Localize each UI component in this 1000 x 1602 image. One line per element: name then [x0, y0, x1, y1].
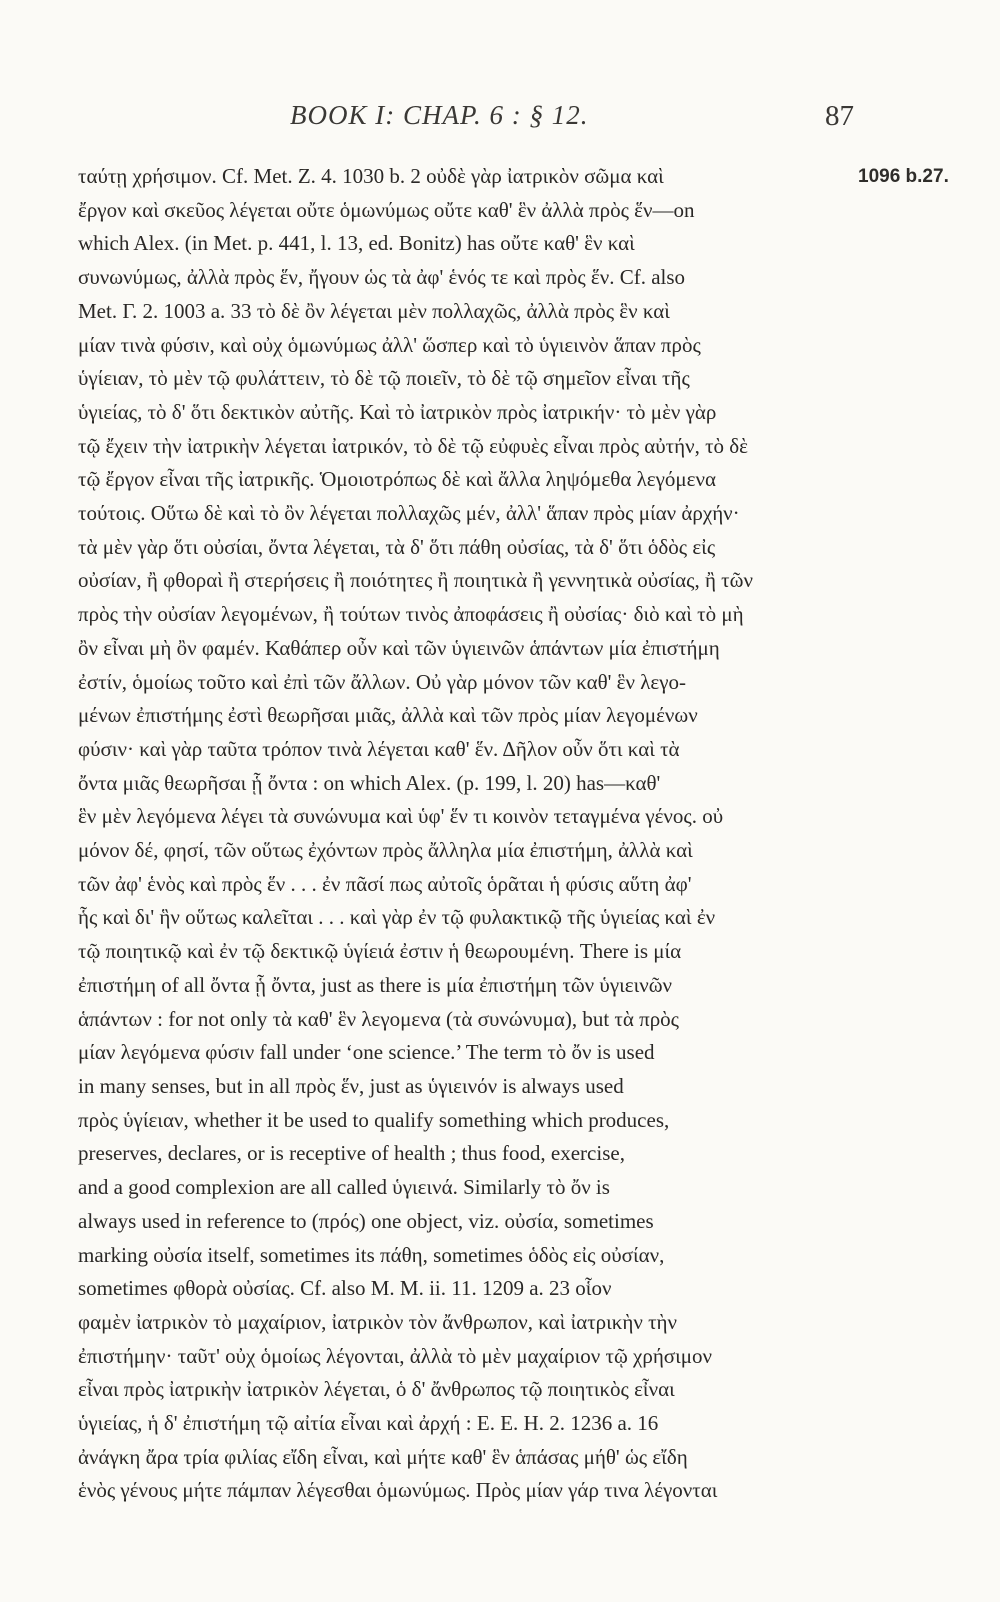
text-line: μίαν λεγόμενα φύσιν fall under ‘one science.’ The term τὸ ὄν is used: [78, 1040, 655, 1065]
text-line: in many senses, but in all πρὸς ἕν, just as ὑγιεινόν is always used: [78, 1073, 624, 1098]
text-line: μίαν τινὰ φύσιν, καὶ οὐχ ὁμωνύμως ἀλλ' ὥσπερ καὶ τὸ ὑγιεινὸν ἅπαν πρὸς: [78, 332, 701, 357]
commentary-text: [78, 160, 848, 1508]
text-line: μένων ἐπιστήμης ἐστὶ θεωρῆσαι μιᾶς, ἀλλὰ καὶ τῶν πρὸς μίαν λεγομένων: [78, 703, 698, 728]
text-line: τὰ μὲν γὰρ ὅτι οὐσίαι, ὄντα λέγεται, τὰ δ' ὅτι πάθη οὐσίας, τὰ δ' ὅτι ὁδὸς εἰς: [78, 534, 716, 559]
text-line: ἁπάντων : for not only τὰ καθ' ἓν λεγομενα (τὰ συνώνυμα), but τὰ πρὸς: [78, 1006, 679, 1031]
text-line: ἔργον καὶ σκεῦος λέγεται οὔτε ὁμωνύμως οὔτε καθ' ἓν ἀλλὰ πρὸς ἕν—on: [78, 197, 695, 222]
text-line: ὑγιείας, τὸ δ' ὅτι δεκτικὸν αὐτῆς. Καὶ τὸ ἰατρικὸν πρὸς ἰατρικήν· τὸ μὲν γὰρ: [78, 399, 717, 424]
text-line: τῷ ποιητικῷ καὶ ἐν τῷ δεκτικῷ ὑγίειά ἐστιν ἡ θεωρουμένη. There is μία: [78, 939, 682, 964]
text-line: preserves, declares, or is receptive of health ; thus food, exercise,: [78, 1141, 625, 1166]
text-line: ἐπιστήμην· ταῦτ' οὐχ ὁμοίως λέγονται, ἀλλὰ τὸ μὲν μαχαίριον τῷ χρήσιμον: [78, 1343, 713, 1368]
text-line: εἶναι πρὸς ἰατρικὴν ἰατρικὸν λέγεται, ὁ δ' ἄνθρωπος τῷ ποιητικὸς εἶναι: [78, 1377, 675, 1402]
text-line: ἓν μὲν λεγόμενα λέγει τὰ συνώνυμα καὶ ὑφ' ἕν τι κοινὸν τεταγμένα γένος. οὐ: [78, 804, 724, 829]
margin-reference: 1096 b.27.: [858, 166, 949, 187]
text-line: ταύτῃ χρήσιμον. Cf. Met. Z. 4. 1030 b. 2 οὐδὲ γὰρ ἰατρικὸν σῶμα καὶ: [78, 164, 664, 188]
text-line: marking οὐσία itself, sometimes its πάθη, sometimes ὁδὸς εἰς οὐσίαν,: [78, 1242, 665, 1267]
text-line: τούτοις. Οὕτω δὲ καὶ τὸ ὂν λέγεται πολλαχῶς μέν, ἀλλ' ἅπαν πρὸς μίαν ἀρχήν·: [78, 501, 740, 526]
text-line: πρὸς τὴν οὐσίαν λεγομένων, ἢ τούτων τινὸς ἀποφάσεις ἢ οὐσίας· διὸ καὶ τὸ μὴ: [78, 602, 744, 627]
page-header: [0, 100, 1000, 140]
text-line: ἐπιστήμη of all ὄντα ᾗ ὄντα, just as there is μία ἐπιστήμη τῶν ὑγιεινῶν: [78, 972, 673, 997]
text-line: which Alex. (in Met. p. 441, l. 13, ed. Bonitz) has οὔτε καθ' ἓν καὶ: [78, 231, 635, 256]
text-line: μόνον δέ, φησί, τῶν οὕτως ἐχόντων πρὸς ἄλληλα μία ἐπιστήμη, ἀλλὰ καὶ: [78, 838, 693, 863]
text-line: sometimes φθορὰ οὐσίας. Cf. also M. M. ii. 11. 1209 a. 23 οἷον: [78, 1276, 612, 1301]
text-line: φαμὲν ἰατρικὸν τὸ μαχαίριον, ἰατρικὸν τὸν ἄνθρωπον, καὶ ἰατρικὴν τὴν: [78, 1309, 678, 1334]
text-line: always used in reference to (πρός) one object, viz. οὐσία, sometimes: [78, 1208, 654, 1233]
text-line: ἀνάγκη ἄρα τρία φιλίας εἴδη εἶναι, καὶ μήτε καθ' ἓν ἁπάσας μήθ' ὡς εἴδη: [78, 1444, 688, 1469]
text-line: τῷ ἔργον εἶναι τῆς ἰατρικῆς. Ὁμοιοτρόπως δὲ καὶ ἄλλα ληψόμεθα λεγόμενα: [78, 467, 716, 492]
text-line: ἐστίν, ὁμοίως τοῦτο καὶ ἐπὶ τῶν ἄλλων. Οὐ γὰρ μόνον τῶν καθ' ἓν λεγο-: [78, 669, 687, 694]
text-line: συνωνύμως, ἀλλὰ πρὸς ἕν, ἤγουν ὡς τὰ ἀφ' ἑνός τε καὶ πρὸς ἕν. Cf. also: [78, 265, 686, 290]
text-line: ὄντα μιᾶς θεωρῆσαι ᾗ ὄντα : on which Alex. (p. 199, l. 20) has—καθ': [78, 770, 661, 795]
text-line: ἑνὸς γένους μήτε πάμπαν λέγεσθαι ὁμωνύμως. Πρὸς μίαν γάρ τινα λέγονται: [78, 1478, 718, 1503]
text-line: ὂν εἶναι μὴ ὂν φαμέν. Καθάπερ οὖν καὶ τῶν ὑγιεινῶν ἁπάντων μία ἐπιστήμη: [78, 635, 720, 660]
text-line: ὑγιείας, ἡ δ' ἐπιστήμη τῷ αἰτία εἶναι καὶ ἀρχή : E. E. H. 2. 1236 a. 16: [78, 1411, 659, 1436]
text-line: πρὸς ὑγίειαν, whether it be used to qualify something which produces,: [78, 1107, 670, 1132]
text-line: ἧς καὶ δι' ἣν οὕτως καλεῖται . . . καὶ γὰρ ἐν τῷ φυλακτικῷ τῆς ὑγιείας καὶ ἐν: [78, 905, 716, 930]
text-line: φύσιν· καὶ γὰρ ταῦτα τρόπον τινὰ λέγεται καθ' ἕν. Δῆλον οὖν ὅτι καὶ τὰ: [78, 736, 680, 761]
text-line: οὐσίαν, ἢ φθοραὶ ἢ στερήσεις ἢ ποιότητες ἢ ποιητικὰ ἢ γεννητικὰ οὐσίας, ἢ τῶν: [78, 568, 753, 593]
text-line: τῶν ἀφ' ἑνὸς καὶ πρὸς ἕν . . . ἐν πᾶσί πως αὐτοῖς ὁρᾶται ἡ φύσις αὕτη ἀφ': [78, 871, 692, 896]
text-line: Met. Γ. 2. 1003 a. 33 τὸ δὲ ὂν λέγεται μὲν πολλαχῶς, ἀλλὰ πρὸς ἓν καὶ: [78, 298, 670, 323]
text-line: τῷ ἔχειν τὴν ἰατρικὴν λέγεται ἰατρικόν, τὸ δὲ τῷ εὐφυὲς εἶναι πρὸς αὐτήν, τὸ δὲ: [78, 433, 748, 458]
page-number: 87: [825, 100, 854, 132]
text-line: ὑγίειαν, τὸ μὲν τῷ φυλάττειν, τὸ δὲ τῷ ποιεῖν, τὸ δὲ τῷ σημεῖον εἶναι τῆς: [78, 366, 690, 391]
text-line: and a good complexion are all called ὑγιεινά. Similarly τὸ ὄν is: [78, 1175, 610, 1200]
running-head: BOOK I: CHAP. 6 : § 12.: [290, 100, 589, 130]
